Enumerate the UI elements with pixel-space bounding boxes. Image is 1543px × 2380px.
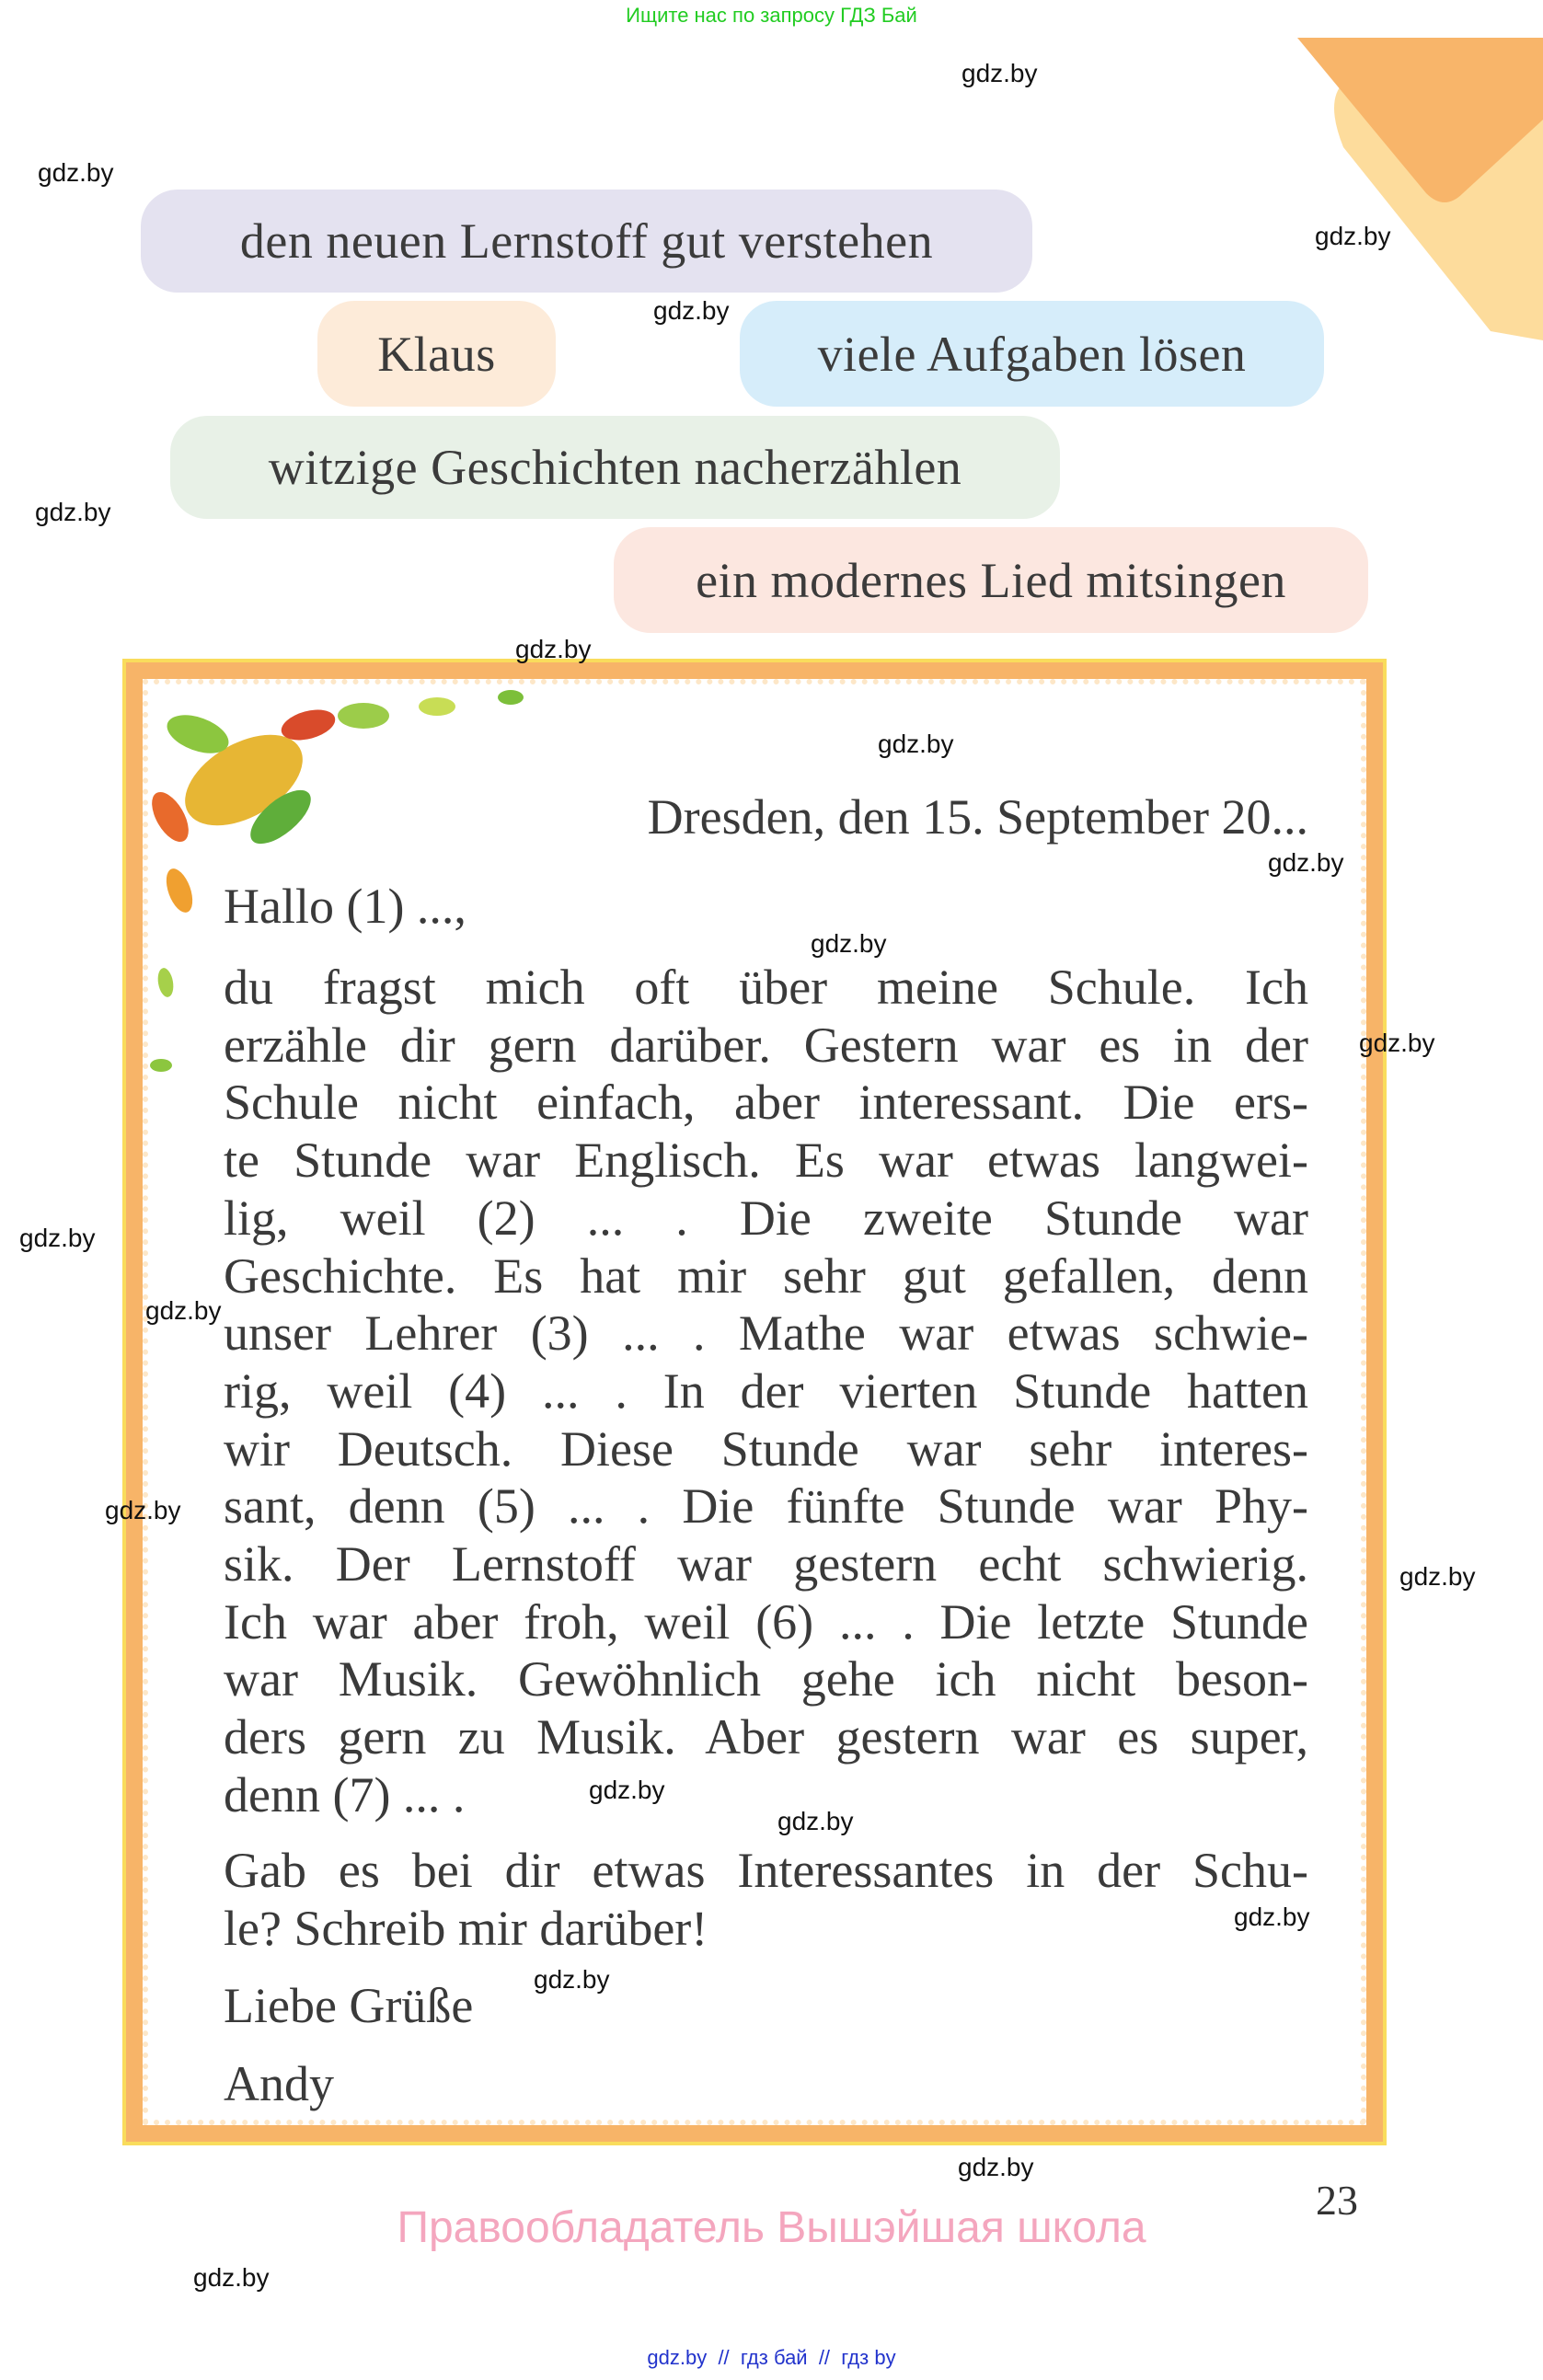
- watermark: gdz.by: [515, 635, 592, 663]
- watermark: gdz.by: [1315, 222, 1391, 250]
- watermark: gdz.by: [589, 1776, 665, 1804]
- phrase-chip: viele Aufgaben lösen: [740, 301, 1324, 407]
- body-line: wir Deutsch. Diese Stunde war sehr interes-: [224, 1420, 1308, 1477]
- body-line: Schule nicht einfach, aber interessant. Die ers-: [224, 1075, 1308, 1131]
- question-line: Gab es bei dir etwas Interessantes in der Schu-: [224, 1843, 1308, 1898]
- watermark: gdz.by: [105, 1496, 181, 1524]
- body-line: unser Lehrer (3) ... . Mathe war etwas schwie-: [224, 1305, 1308, 1362]
- watermark: gdz.by: [878, 730, 954, 758]
- phrase-chip: Klaus: [317, 301, 556, 407]
- body-line: erzähle dir gern darüber. Gestern war es in der: [224, 1017, 1308, 1073]
- watermark: gdz.by: [958, 2153, 1034, 2181]
- top-banner[interactable]: Ищите нас по запросу ГДЗ Бай: [626, 4, 917, 27]
- footer-links[interactable]: gdz.by // гдз бай // гдз by: [647, 2346, 896, 2369]
- watermark: gdz.by: [145, 1296, 222, 1325]
- letter-question: [224, 1842, 1308, 1957]
- watermark: gdz.by: [1359, 1029, 1435, 1057]
- watermark: gdz.by: [961, 59, 1038, 87]
- body-line: te Stunde war Englisch. Es war etwas langwei-: [224, 1133, 1308, 1189]
- letter-date: Dresden, den 15. September 20...: [647, 789, 1308, 845]
- watermark: gdz.by: [1399, 1562, 1476, 1591]
- letter-body: [224, 959, 1308, 1824]
- body-line: rig, weil (4) ... . In der vierten Stunde hatten: [224, 1362, 1308, 1419]
- page-number: 23: [1316, 2177, 1358, 2224]
- body-line: sik. Der Lernstoff war gestern echt schwierig.: [224, 1536, 1308, 1592]
- letter-signature: Andy: [224, 2056, 334, 2111]
- letter-greeting: Hallo (1) ...,: [224, 879, 466, 934]
- watermark: gdz.by: [19, 1224, 96, 1252]
- watermark: gdz.by: [38, 158, 114, 187]
- watermark: gdz.by: [193, 2263, 270, 2292]
- question-line: le? Schreib mir darüber!: [224, 1900, 708, 1956]
- phrase-chip: ein modernes Lied mitsingen: [614, 527, 1368, 633]
- body-line: Geschichte. Es hat mir sehr gut gefallen, denn: [224, 1247, 1308, 1304]
- body-line: sant, denn (5) ... . Die fünfte Stunde war Phy-: [224, 1478, 1308, 1535]
- watermark: gdz.by: [777, 1807, 854, 1835]
- watermark: gdz.by: [534, 1965, 610, 1994]
- watermark: gdz.by: [1268, 848, 1344, 877]
- copyright-notice: Правообладатель Вышэйшая школа: [397, 2203, 1146, 2252]
- corner-decoration: [1288, 28, 1543, 340]
- body-line: war Musik. Gewöhnlich gehe ich nicht beson-: [224, 1651, 1308, 1707]
- body-line: denn (7) ... .: [224, 1766, 466, 1822]
- phrase-chip: den neuen Lernstoff gut verstehen: [141, 190, 1032, 293]
- watermark: gdz.by: [1234, 1903, 1310, 1931]
- body-line: du fragst mich oft über meine Schule. Ich: [224, 960, 1308, 1015]
- phrase-chip: witzige Geschichten nacherzählen: [170, 416, 1060, 519]
- letter-closing: Liebe Grüße: [224, 1978, 474, 2033]
- body-line: Ich war aber froh, weil (6) ... . Die letzte Stunde: [224, 1593, 1308, 1650]
- body-line: ders gern zu Musik. Aber gestern war es super,: [224, 1709, 1308, 1765]
- body-line: lig, weil (2) ... . Die zweite Stunde war: [224, 1190, 1308, 1246]
- watermark: gdz.by: [653, 296, 730, 325]
- watermark: gdz.by: [35, 498, 111, 526]
- watermark: gdz.by: [811, 929, 887, 958]
